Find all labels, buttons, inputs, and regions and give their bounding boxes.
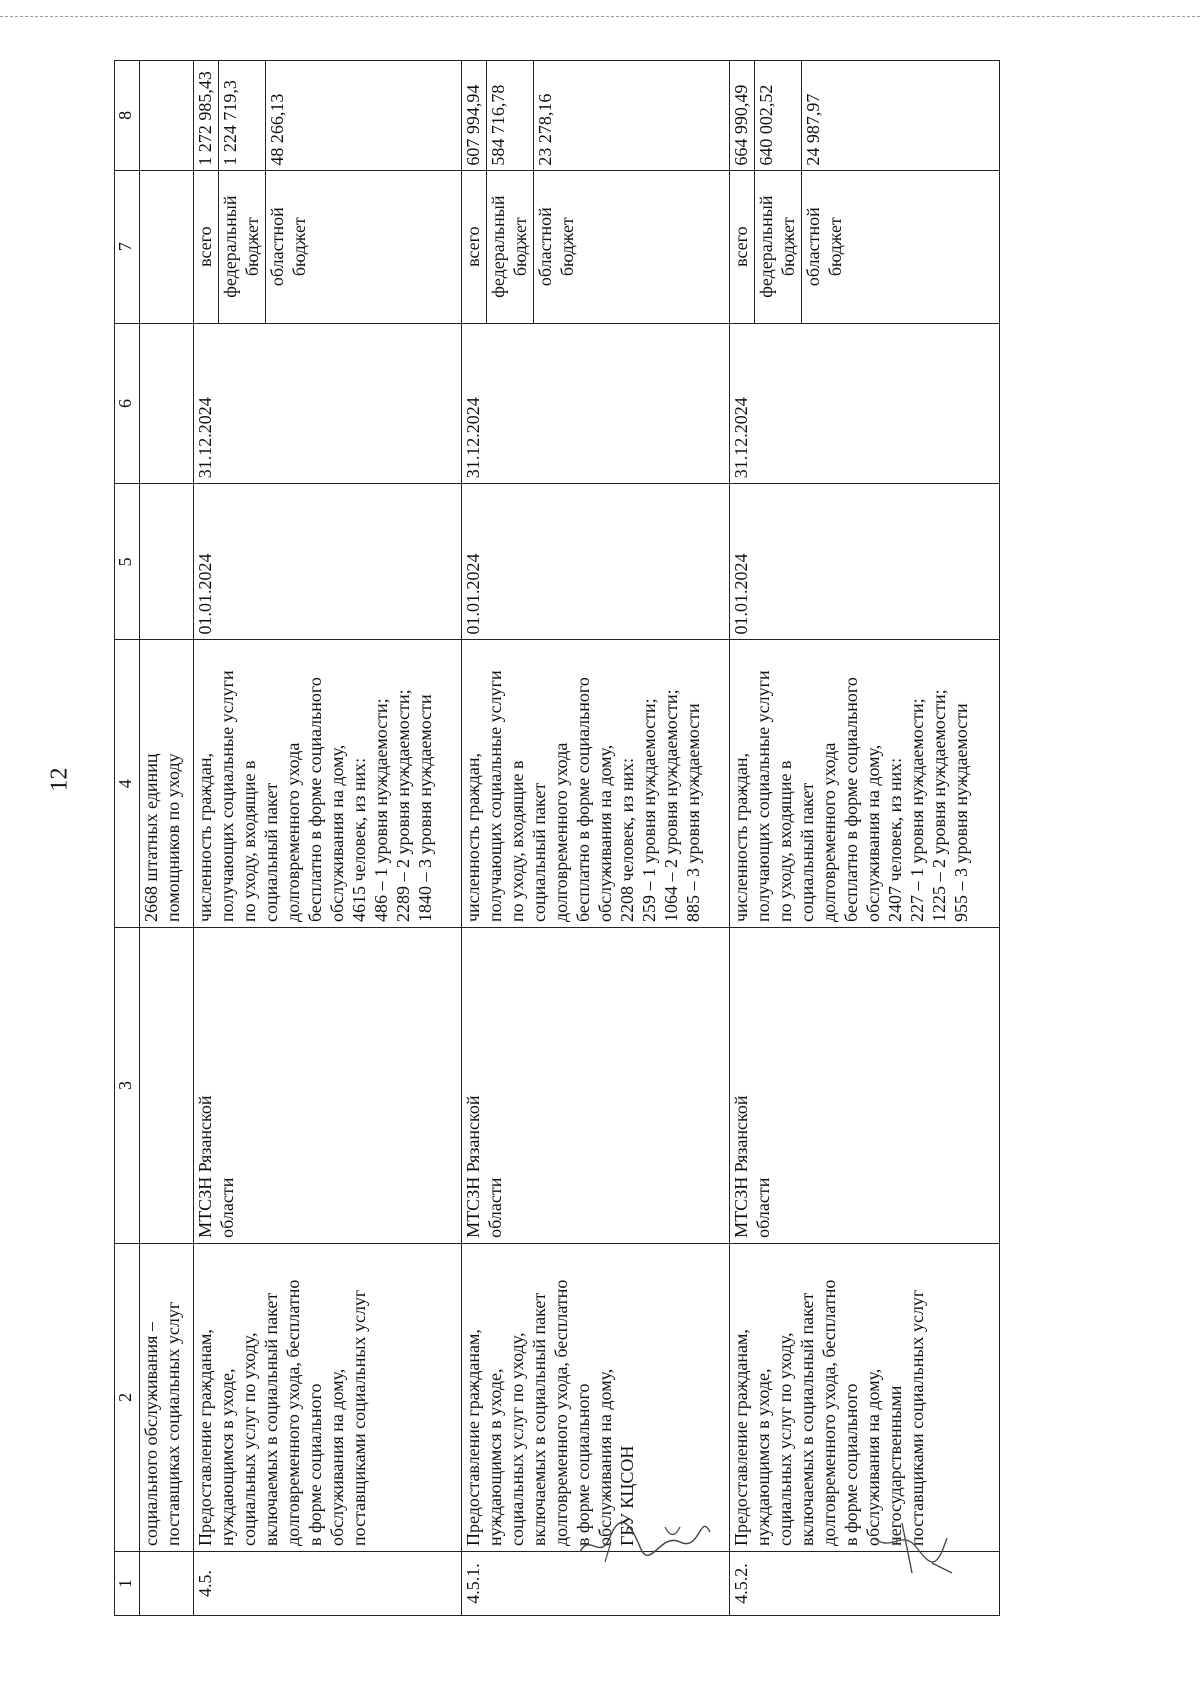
- table-row: [730, 61, 1000, 1616]
- column-number: 8: [115, 61, 140, 171]
- column-number-row: [115, 61, 140, 1616]
- start-date: 01.01.2024: [194, 484, 462, 640]
- funding-amount: 23 278,16: [535, 93, 555, 166]
- column-number: 6: [115, 323, 140, 484]
- funding-amount: 664 990,49: [730, 61, 755, 170]
- end-date: 31.12.2024: [730, 323, 1000, 484]
- continuation-row: [140, 61, 194, 1616]
- responsible-executor: МТСЗН Рязанской области: [730, 928, 1000, 1244]
- signature-mark: [570, 1492, 730, 1572]
- funding-sources: [730, 170, 1000, 323]
- row-number: 4.5.2.: [730, 1551, 1000, 1615]
- end-date: 31.12.2024: [194, 323, 462, 484]
- funding-amount: 607 994,94: [462, 61, 487, 170]
- funding-sources: [194, 170, 462, 323]
- funding-amount: 584 716,78: [487, 61, 534, 170]
- program-table: [114, 60, 1000, 1616]
- column-number: 1: [115, 1551, 140, 1615]
- funding-source: областной бюджет: [802, 207, 845, 287]
- start-date: 01.01.2024: [462, 484, 730, 640]
- funding-amount: 1 272 985,43: [194, 61, 219, 170]
- funding-amounts: [194, 61, 462, 171]
- responsible-executor: МТСЗН Рязанской области: [194, 928, 462, 1244]
- column-number: 4: [115, 640, 140, 928]
- column-number: 5: [115, 484, 140, 640]
- end-date: 31.12.2024: [462, 323, 730, 484]
- funding-source: областной бюджет: [534, 207, 577, 287]
- table-row: [462, 61, 730, 1616]
- funding-amount: 640 002,52: [755, 61, 802, 170]
- scan-top-edge: [0, 16, 1200, 17]
- funding-amounts: [730, 61, 1000, 171]
- funding-amount: 48 266,13: [267, 93, 287, 166]
- table-row: [194, 61, 462, 1616]
- continuation-description: социального обслуживания – поставщиках социальных услуг: [140, 1243, 194, 1551]
- funding-source: федеральный бюджет: [487, 171, 534, 323]
- responsible-executor: МТСЗН Рязанской области: [462, 928, 730, 1244]
- indicator-text: численность граждан, получающих социальные услуги по уходу, входящие в социальный пакет долговременного ухода бесплатно в форме социального обслуживания на дому, 2407 человек, из них: 227 – 1 уровня нуждаемости; 1225 – 2 уровня нуждаемости; 955 – 3 уровня нуждаемости: [730, 640, 1000, 928]
- funding-sources: [462, 170, 730, 323]
- funding-source: всего: [730, 171, 755, 323]
- continuation-indicator: 2668 штатных единиц помощников по уходу: [140, 640, 194, 928]
- page-number: 12: [46, 767, 73, 792]
- funding-source: всего: [194, 171, 219, 323]
- program-table-sheet: [114, 60, 1059, 1616]
- initials-mark: [862, 1508, 972, 1588]
- funding-source: федеральный бюджет: [219, 171, 266, 323]
- row-number: 4.5.1.: [462, 1551, 730, 1615]
- funding-source: федеральный бюджет: [755, 171, 802, 323]
- funding-source: всего: [462, 171, 487, 323]
- funding-amount: 1 224 719,3: [219, 61, 266, 170]
- row-number: 4.5.: [194, 1551, 462, 1615]
- funding-source: областной бюджет: [266, 207, 309, 287]
- column-number: 2: [115, 1243, 140, 1551]
- column-number: 7: [115, 170, 140, 323]
- start-date: 01.01.2024: [730, 484, 1000, 640]
- funding-amount: 24 987,97: [803, 93, 823, 166]
- funding-amounts: [462, 61, 730, 171]
- indicator-text: численность граждан, получающих социальные услуги по уходу, входящие в социальный пакет долговременного ухода бесплатно в форме социального обслуживания на дому, 2208 человек, из них: 259 – 1 уровня нуждаемости; 1064 – 2 уровня нуждаемости; 885 – 3 уровня нуждаемости: [462, 640, 730, 928]
- activity-description: Предоставление гражданам, нуждающимся в уходе, социальных услуг по уходу, включаемых в социальный пакет долговременного ухода, бесплатно в форме социального обслуживания на дому, негосударственными поставщиками социальных услуг: [730, 1243, 1000, 1551]
- activity-description: Предоставление гражданам, нуждающимся в уходе, социальных услуг по уходу, включаемых в социальный пакет долговременного ухода, бесплатно в форме социального обслуживания на дому, ГБУ КЦСОН: [462, 1243, 730, 1551]
- activity-description: Предоставление гражданам, нуждающимся в уходе, социальных услуг по уходу, включаемых в социальный пакет долговременного ухода, бесплатно в форме социального обслуживания на дому, поставщиками социальных услуг: [194, 1243, 462, 1551]
- indicator-text: численность граждан, получающих социальные услуги по уходу, входящие в социальный пакет долговременного ухода бесплатно в форме социального обслуживания на дому, 4615 человек, из них: 486 – 1 уровня нуждаемости; 2289 – 2 уровня нуждаемости; 1840 – 3 уровня нуждаемости: [194, 640, 462, 928]
- column-number: 3: [115, 928, 140, 1244]
